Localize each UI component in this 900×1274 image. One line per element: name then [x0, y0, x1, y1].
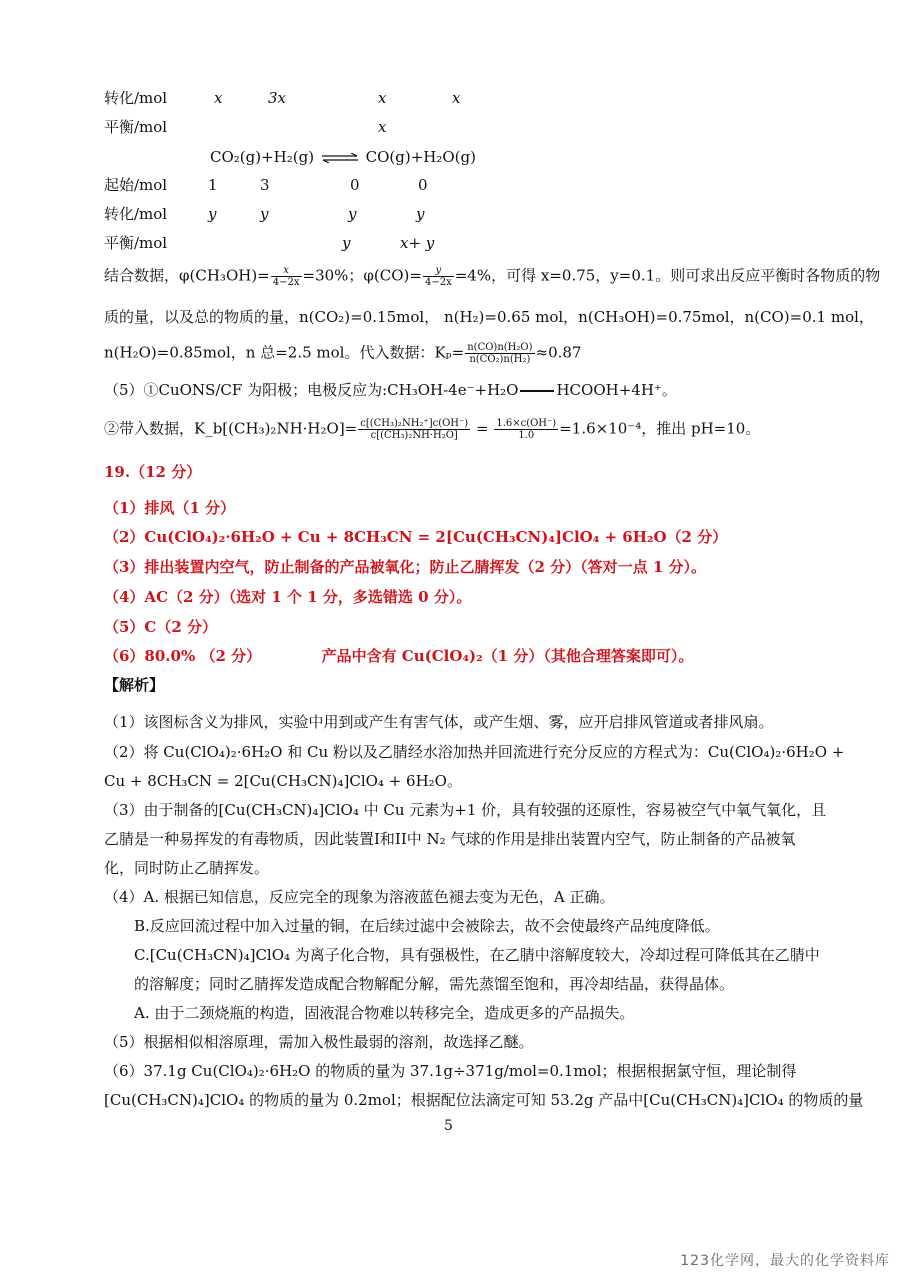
text: ≈0.87: [535, 343, 582, 362]
equilibrium-arrow-icon: [321, 153, 359, 163]
cell: x: [378, 118, 387, 136]
question-title: 19.（12 分）: [104, 463, 202, 481]
text: φ(CH₃OH)=: [179, 266, 270, 285]
text: （6）80.0% （2 分）: [104, 647, 262, 665]
numerator: x: [271, 265, 302, 277]
cell: 0: [350, 176, 360, 194]
cell: y: [260, 205, 269, 223]
row-label: 转化/mol: [104, 205, 168, 223]
fraction: [494, 418, 558, 441]
analysis-p3-line1: （3）由于制备的[Cu(CH₃CN)₄]ClO₄ 中 Cu 元素为+1 价，具有较强的还原性，容易被空气中氧气氧化，且: [104, 801, 827, 819]
denominator: 4−2x: [424, 277, 452, 288]
text: =1.6×10⁻⁴，推出 pH=10。: [559, 419, 761, 438]
analysis-p5: （5）根据相似相溶原理，需加入极性最弱的溶剂，故选择乙醚。: [104, 1033, 534, 1051]
calc-line-1: [104, 265, 880, 288]
analysis-p2-line1: （2）将 Cu(ClO₄)₂·6H₂O 和 Cu 粉以及乙腈经水浴加热并回流进行充分反应的方程式为：Cu(ClO₄)₂·6H₂O +: [104, 743, 845, 761]
analysis-p2-line2: Cu + 8CH₃CN = 2[Cu(CH₃CN)₄]ClO₄ + 6H₂O。: [104, 772, 462, 790]
answer-5: （5）C（2 分）: [104, 618, 218, 636]
row-label: 平衡/mol: [104, 234, 168, 252]
cell: y: [208, 205, 217, 223]
analysis-p3-line2: 乙腈是一种易挥发的有毒物质，因此装置I和II中 N₂ 气球的作用是排出装置内空气，防止制备的产品被氧: [104, 830, 796, 848]
reaction-right: CO(g)+H₂O(g): [365, 148, 476, 166]
cell: 0: [418, 176, 428, 194]
text: =4%，可得 x=0.75，y=0.1。则可求出反应平衡时各物质的物: [454, 266, 881, 285]
row-label: 起始/mol: [104, 176, 168, 194]
text: =30%；: [302, 266, 364, 285]
calc-line-2: 质的量，以及总的物质的量，n(CO₂)=0.15mol， n(H₂)=0.65 mol，n(CH₃OH)=0.75mol，n(CO)=0.1 mol，: [104, 308, 874, 326]
denominator: 1.0: [518, 430, 535, 441]
cell: x: [378, 89, 387, 107]
answer-2: （2）Cu(ClO₄)₂·6H₂O + Cu + 8CH₃CN = 2[Cu(CH₃CN)₄]ClO₄ + 6H₂O（2 分）: [104, 528, 728, 546]
denominator: 4−2x: [272, 277, 300, 288]
equals-bar: [520, 390, 554, 392]
numerator: n(CO)n(H₂O): [467, 342, 533, 353]
analysis-p4-line2: B.反应回流过程中加入过量的铜，在后续过滤中会被除去，故不会使最终产品纯度降低。: [134, 917, 720, 935]
answer-4: （4）AC（2 分）（选对 1 个 1 分，多选错选 0 分）。: [104, 588, 472, 606]
row-label: 平衡/mol: [104, 118, 168, 136]
analysis-p3-line3: 化，同时防止乙腈挥发。: [104, 859, 270, 877]
text: HCOOH+4H⁺。: [556, 381, 677, 399]
text: （5）①CuONS/CF 为阳极；电极反应为:CH₃OH-4e⁻+H₂O: [104, 381, 519, 399]
cell: x: [214, 89, 223, 107]
row-label: 转化/mol: [104, 89, 168, 107]
fraction: [465, 342, 534, 365]
answer-1: （1）排风（1 分）: [104, 499, 236, 517]
part5-line-1: [104, 380, 677, 400]
analysis-heading: 【解析】: [104, 676, 165, 694]
cell: 3: [260, 176, 270, 194]
numerator: y: [423, 265, 454, 277]
cell: x+ y: [400, 234, 435, 252]
analysis-p4-line5: A. 由于二颈烧瓶的构造，固液混合物难以转移完全，造成更多的产品损失。: [134, 1004, 635, 1022]
cell: 3x: [268, 89, 287, 107]
analysis-p6-line1: （6）37.1g Cu(ClO₄)₂·6H₂O 的物质的量为 37.1g÷371g/mol=0.1mol；根据根据氯守恒，理论制得: [104, 1062, 797, 1080]
cell: y: [416, 205, 425, 223]
page-number: 5: [444, 1118, 453, 1134]
analysis-p1: （1）该图标含义为排风，实验中用到或产生有害气体，或产生烟、雾，应开启排风管道或者排风扇。: [104, 713, 774, 731]
text: 产品中含有 Cu(ClO₄)₂（1 分）（其他合理答案即可）。: [321, 647, 694, 665]
numerator: c[(CH₃)₂NH₂⁺]c(OH⁻): [360, 418, 469, 429]
text: =: [471, 419, 494, 438]
analysis-p4-line3: C.[Cu(CH₃CN)₄]ClO₄ 为离子化合物，具有强极性，在乙腈中溶解度较大，冷却过程可降低其在乙腈中: [134, 946, 820, 964]
cell: 1: [208, 176, 218, 194]
fraction: [423, 265, 454, 288]
part5-line-2: [104, 418, 760, 441]
calc-line-3: [104, 342, 581, 365]
analysis-p4-line1: （4）A. 根据已知信息，反应完全的现象为溶液蓝色褪去变为无色，A 正确。: [104, 888, 615, 906]
fraction: [358, 418, 470, 441]
analysis-p4-line4: 的溶解度；同时乙腈挥发造成配合物解配分解，需先蒸馏至饱和，再冷却结晶，获得晶体。: [134, 975, 735, 993]
answer-6: [104, 646, 693, 666]
reaction-equation: [210, 147, 476, 167]
analysis-p6-line2: [Cu(CH₃CN)₄]ClO₄ 的物质的量为 0.2mol；根据配位法滴定可知 53.2g 产品中[Cu(CH₃CN)₄]ClO₄ 的物质的量: [104, 1091, 864, 1109]
text: 结合数据，: [104, 266, 180, 285]
cell: x: [452, 89, 461, 107]
answer-3: （3）排出装置内空气，防止制备的产品被氧化；防止乙腈挥发（2 分）（答对一点 1 分）。: [104, 558, 706, 576]
footer-watermark: 123化学网，最大的化学资料库: [680, 1253, 890, 1269]
denominator: n(CO₂)n(H₂): [469, 354, 531, 365]
text: φ(CO)=: [363, 266, 422, 285]
fraction: [271, 265, 302, 288]
reaction-left: CO₂(g)+H₂(g): [210, 148, 315, 166]
numerator: 1.6×c(OH⁻): [496, 418, 557, 429]
text: n(H₂O)=0.85mol，n 总=2.5 mol。代入数据：Kₚ=: [104, 343, 465, 362]
text: ②带入数据，K_b[(CH₃)₂NH·H₂O]=: [104, 419, 358, 438]
cell: y: [348, 205, 357, 223]
denominator: c[(CH₃)₂NH·H₂O]: [370, 430, 458, 441]
cell: y: [342, 234, 351, 252]
